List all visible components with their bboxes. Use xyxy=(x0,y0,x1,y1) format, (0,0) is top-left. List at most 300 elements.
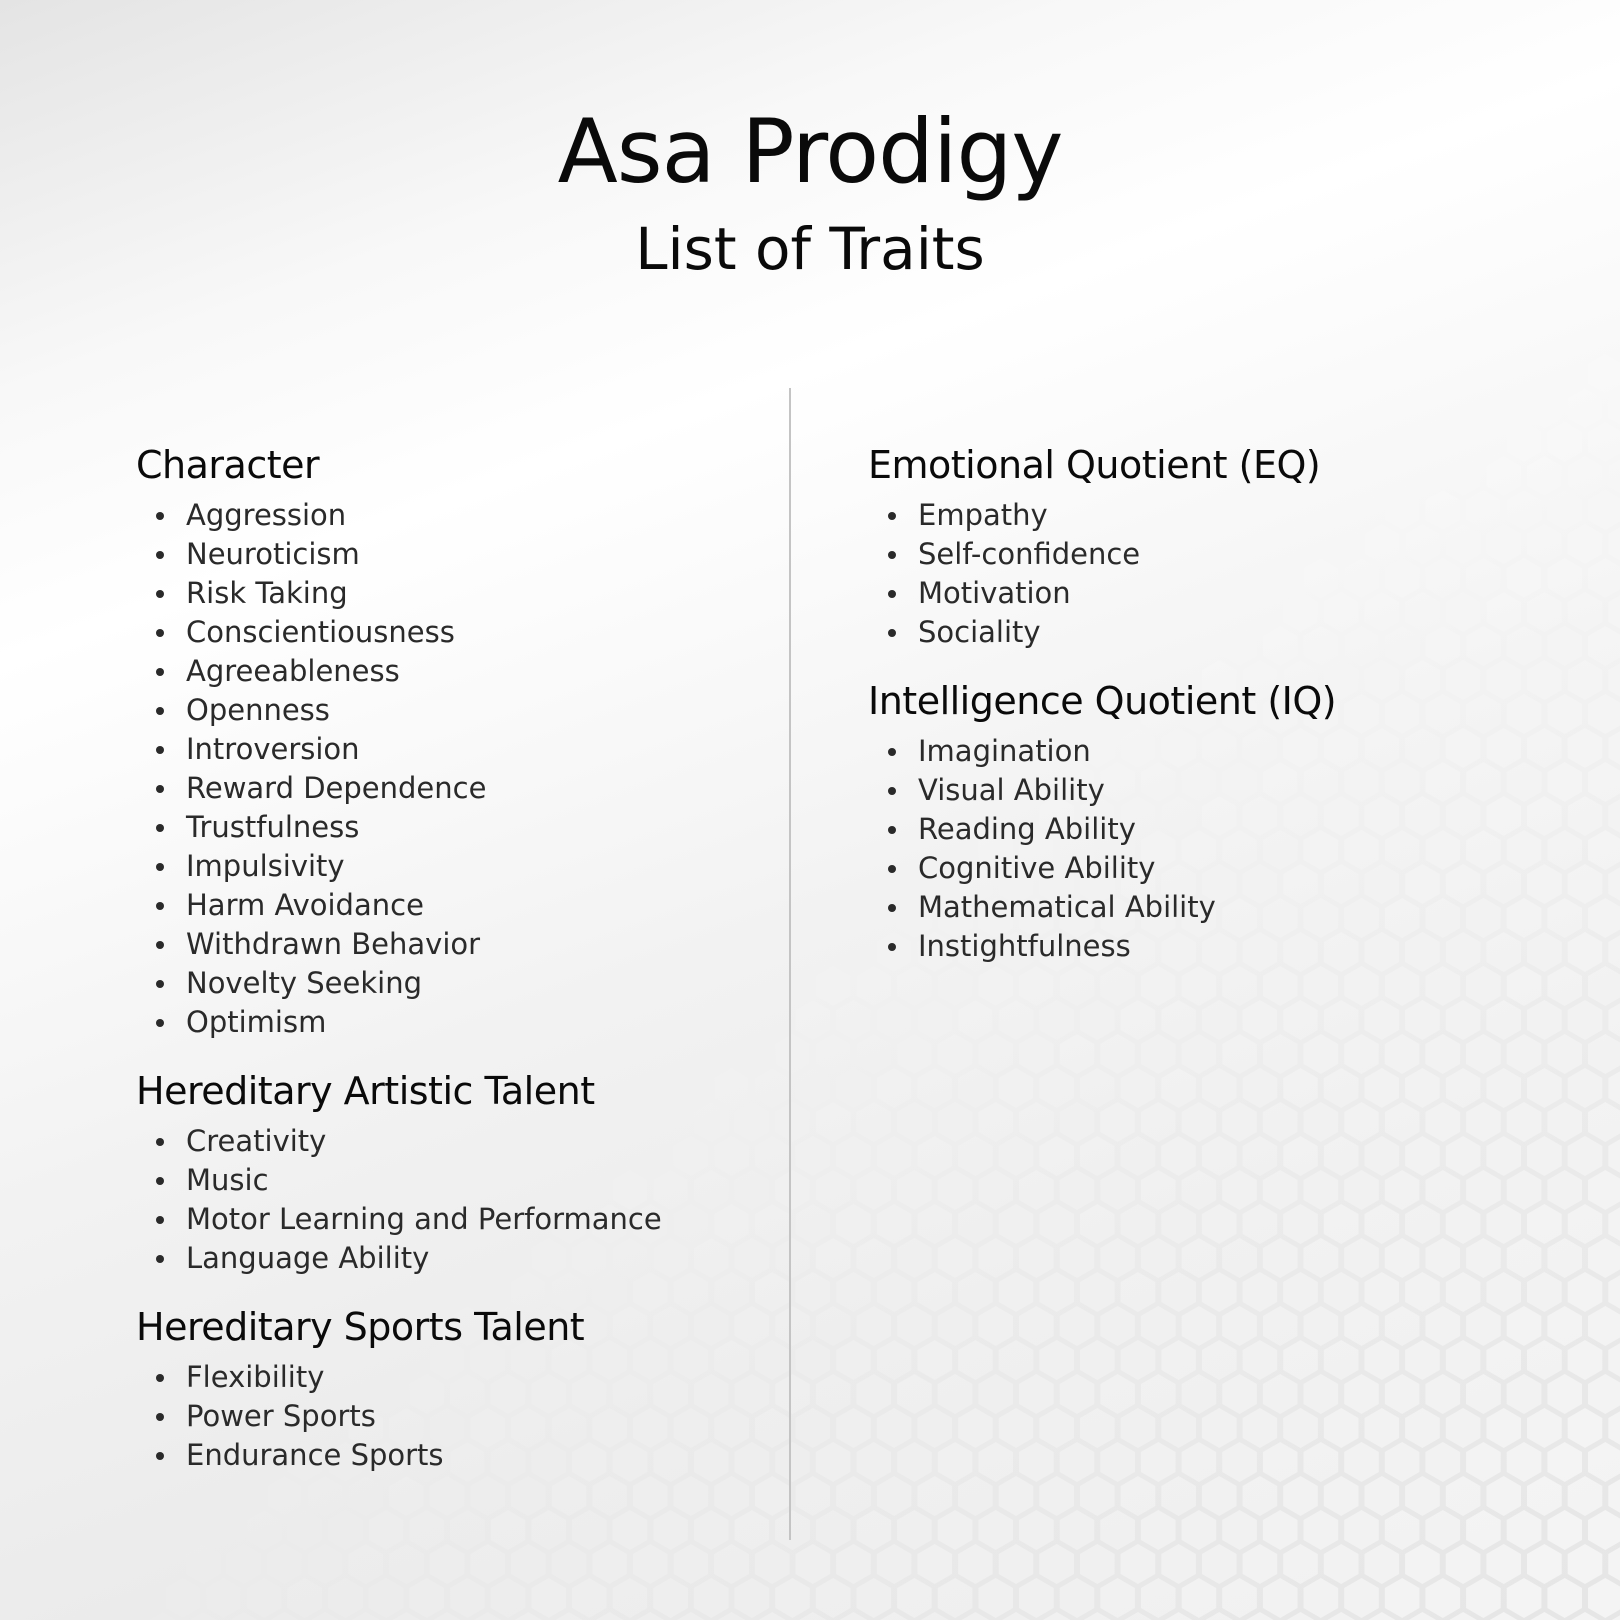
hexagon-shape xyxy=(1060,1238,1095,1278)
hexagon-shape xyxy=(999,1272,1034,1312)
bullet-icon xyxy=(156,1255,164,1263)
hexagon-shape xyxy=(938,1442,973,1482)
hexagon-shape xyxy=(1425,1442,1460,1482)
hexagon-shape xyxy=(857,1170,892,1210)
hexagon-shape xyxy=(1161,1272,1196,1312)
hexagon-shape xyxy=(978,1442,1013,1482)
hexagon-shape xyxy=(938,1102,973,1142)
hexagon-shape xyxy=(1039,1476,1074,1516)
hexagon-shape xyxy=(1547,1238,1582,1278)
hexagon-shape xyxy=(836,1136,871,1176)
hexagon-shape xyxy=(1263,1238,1298,1278)
hexagon-shape xyxy=(1608,932,1620,972)
hexagon-shape xyxy=(1039,1068,1074,1108)
hexagon-shape xyxy=(1547,1306,1582,1346)
hexagon-shape xyxy=(1304,354,1339,394)
column-divider xyxy=(789,388,791,1540)
hexagon-shape xyxy=(978,1170,1013,1210)
hexagon-shape xyxy=(1243,388,1278,428)
hexagon-shape xyxy=(1466,1306,1501,1346)
hexagon-shape xyxy=(816,1102,851,1142)
trait-label: Imagination xyxy=(918,734,1091,768)
hexagon-shape xyxy=(125,1510,160,1550)
hexagon-shape xyxy=(958,1000,993,1040)
hexagon-shape xyxy=(1100,1578,1135,1618)
hexagon-shape xyxy=(1121,1136,1156,1176)
hexagon-shape xyxy=(653,1510,688,1550)
hexagon-shape xyxy=(1324,320,1359,360)
hexagon-shape xyxy=(125,1578,160,1618)
hexagon-shape xyxy=(1608,660,1620,700)
list-item xyxy=(136,847,776,886)
trait-label: Harm Avoidance xyxy=(186,888,424,922)
hexagon-shape xyxy=(1222,1102,1257,1142)
section-title: Character xyxy=(136,443,320,487)
hexagon-shape xyxy=(1527,320,1562,360)
bullet-icon xyxy=(156,512,164,520)
hexagon-shape xyxy=(1568,1000,1603,1040)
hexagon-shape xyxy=(1141,1442,1176,1482)
hexagon-shape xyxy=(775,1374,810,1414)
hexagon-shape xyxy=(1019,1442,1054,1482)
hexagon-shape xyxy=(917,1136,952,1176)
bullet-icon xyxy=(156,668,164,676)
hexagon-shape xyxy=(1486,1544,1521,1584)
list-item xyxy=(136,496,776,535)
hexagon-shape xyxy=(1100,1510,1135,1550)
list-item xyxy=(136,1436,776,1475)
hexagon-shape xyxy=(1425,1510,1460,1550)
hexagon-shape xyxy=(1568,1204,1603,1244)
hexagon-shape xyxy=(1324,1408,1359,1448)
bullet-icon xyxy=(156,1216,164,1224)
hexagon-shape xyxy=(1608,524,1620,564)
hexagon-shape xyxy=(1283,1272,1318,1312)
hexagon-shape xyxy=(1486,1340,1521,1380)
trait-label: Endurance Sports xyxy=(186,1438,444,1472)
hexagon-shape xyxy=(1141,1102,1176,1142)
hexagon-shape xyxy=(1608,796,1620,836)
hexagon-shape xyxy=(1263,1306,1298,1346)
hexagon-shape xyxy=(1466,1238,1501,1278)
hexagon-shape xyxy=(531,1510,566,1550)
hexagon-shape xyxy=(1466,1102,1501,1142)
hexagon-shape xyxy=(166,1578,201,1618)
hexagon-shape xyxy=(1527,1272,1562,1312)
hexagon-shape xyxy=(1019,1170,1054,1210)
hexagon-shape xyxy=(1263,1374,1298,1414)
hexagon-shape xyxy=(1182,1238,1217,1278)
hexagon-shape xyxy=(1202,1476,1237,1516)
bullet-icon xyxy=(156,590,164,598)
hexagon-shape xyxy=(1608,48,1620,88)
hexagon-shape xyxy=(1568,932,1603,972)
list-item xyxy=(136,652,776,691)
hexagon-shape xyxy=(1141,1374,1176,1414)
hexagon-shape xyxy=(1507,354,1542,394)
hexagon-shape xyxy=(1243,1476,1278,1516)
hexagon-shape xyxy=(796,1408,831,1448)
hexagon-shape xyxy=(1121,1272,1156,1312)
hexagon-shape xyxy=(1425,1374,1460,1414)
hexagon-shape xyxy=(206,1510,241,1550)
hexagon-shape xyxy=(145,1544,180,1584)
hexagon-shape xyxy=(1568,1408,1603,1448)
hexagon-shape xyxy=(1466,1510,1501,1550)
hexagon-shape xyxy=(409,1578,444,1618)
hexagon-shape xyxy=(1060,1102,1095,1142)
hexagon-shape xyxy=(491,1510,526,1550)
hexagon-shape xyxy=(1486,388,1521,428)
hexagon-shape xyxy=(1608,1476,1620,1516)
hexagon-shape xyxy=(1588,558,1620,598)
trait-label: Power Sports xyxy=(186,1399,376,1433)
hexagon-shape xyxy=(1486,1408,1521,1448)
hexagon-shape xyxy=(836,1408,871,1448)
hexagon-shape xyxy=(1385,1442,1420,1482)
hexagon-shape xyxy=(511,1544,546,1584)
hexagon-shape xyxy=(1365,1544,1400,1584)
hexagon-shape xyxy=(1121,1000,1156,1040)
hexagon-shape xyxy=(836,1068,871,1108)
bullet-icon xyxy=(888,904,896,912)
hexagon-shape xyxy=(1405,1476,1440,1516)
hexagon-shape xyxy=(1263,1578,1298,1618)
hexagon-shape xyxy=(816,1578,851,1618)
hexagon-shape xyxy=(1446,320,1481,360)
hexagon-shape xyxy=(938,1374,973,1414)
hexagon-shape xyxy=(938,1578,973,1618)
section-title: Hereditary Artistic Talent xyxy=(136,1069,595,1113)
bullet-icon xyxy=(888,748,896,756)
hexagon-shape xyxy=(1588,1510,1620,1550)
hexagon-shape xyxy=(877,1408,912,1448)
hexagon-shape xyxy=(897,1442,932,1482)
hexagon-shape xyxy=(430,1544,465,1584)
hexagon-shape xyxy=(897,1578,932,1618)
hexagon-shape xyxy=(1385,1374,1420,1414)
hexagon-shape xyxy=(897,1102,932,1142)
hexagon-shape xyxy=(1588,966,1620,1006)
hexagon-shape xyxy=(1425,1034,1460,1074)
hexagon-shape xyxy=(877,1000,912,1040)
hexagon-shape xyxy=(775,966,810,1006)
hexagon-shape xyxy=(1507,1170,1542,1210)
hexagon-shape xyxy=(1365,388,1400,428)
hexagon-shape xyxy=(836,1272,871,1312)
hexagon-shape xyxy=(1608,1000,1620,1040)
bullet-icon xyxy=(888,512,896,520)
bullet-icon xyxy=(156,785,164,793)
hexagon-shape xyxy=(978,1306,1013,1346)
hexagon-shape xyxy=(267,1544,302,1584)
hexagon-shape xyxy=(1568,796,1603,836)
trait-label: Agreeableness xyxy=(186,654,400,688)
hexagon-shape xyxy=(1161,1408,1196,1448)
hexagon-shape xyxy=(897,1238,932,1278)
page-header xyxy=(0,100,1620,283)
hexagon-shape xyxy=(1141,1510,1176,1550)
hexagon-shape xyxy=(1568,1136,1603,1176)
hexagon-shape xyxy=(1080,1068,1115,1108)
hexagon-shape xyxy=(1080,1340,1115,1380)
bullet-icon xyxy=(156,629,164,637)
hexagon-shape xyxy=(1283,1136,1318,1176)
hexagon-shape xyxy=(978,1238,1013,1278)
list-item xyxy=(136,808,776,847)
hexagon-shape xyxy=(288,1510,323,1550)
hexagon-shape xyxy=(938,1510,973,1550)
list-item xyxy=(136,769,776,808)
hexagon-shape xyxy=(1304,1238,1339,1278)
hexagon-shape xyxy=(1283,1408,1318,1448)
hexagon-shape xyxy=(1365,1340,1400,1380)
hexagon-shape xyxy=(1588,898,1620,938)
list-item xyxy=(136,1122,776,1161)
hexagon-shape xyxy=(775,1306,810,1346)
hexagon-shape xyxy=(1486,1136,1521,1176)
trait-label: Cognitive Ability xyxy=(918,851,1156,885)
hexagon-shape xyxy=(1385,1034,1420,1074)
hexagon-shape xyxy=(572,1510,607,1550)
hexagon-shape xyxy=(1161,1340,1196,1380)
page-subtitle: List of Traits xyxy=(635,215,985,283)
hexagon-shape xyxy=(1243,1408,1278,1448)
trait-label: Empathy xyxy=(918,498,1048,532)
hexagon-shape xyxy=(1202,1136,1237,1176)
hexagon-shape xyxy=(816,1170,851,1210)
hexagon-shape xyxy=(186,1544,221,1584)
hexagon-shape xyxy=(1446,1544,1481,1584)
hexagon-shape xyxy=(1121,1544,1156,1584)
hexagon-shape xyxy=(1202,1068,1237,1108)
hexagon-shape xyxy=(348,1544,383,1584)
section-hereditary-artistic-talent xyxy=(136,1068,776,1278)
hexagon-shape xyxy=(1161,1068,1196,1108)
hexagon-shape xyxy=(796,1544,831,1584)
hexagon-shape xyxy=(1588,1238,1620,1278)
hexagon-shape xyxy=(1161,1544,1196,1584)
bullet-icon xyxy=(888,865,896,873)
hexagon-shape xyxy=(1100,1102,1135,1142)
hexagon-shape xyxy=(1182,1034,1217,1074)
bullet-icon xyxy=(156,824,164,832)
hexagon-shape xyxy=(1243,1136,1278,1176)
hexagon-shape xyxy=(1486,1476,1521,1516)
hexagon-shape xyxy=(796,864,831,904)
hexagon-shape xyxy=(1568,864,1603,904)
hexagon-shape xyxy=(369,1578,404,1618)
hexagon-shape xyxy=(1283,388,1318,428)
hexagon-shape xyxy=(328,1510,363,1550)
hexagon-shape xyxy=(1385,1510,1420,1550)
list-item xyxy=(136,691,776,730)
hexagon-shape xyxy=(1141,1034,1176,1074)
hexagon-shape xyxy=(1304,1306,1339,1346)
hexagon-shape xyxy=(1324,1340,1359,1380)
hexagon-shape xyxy=(1385,1238,1420,1278)
hexagon-shape xyxy=(1283,1476,1318,1516)
hexagon-shape xyxy=(1547,1170,1582,1210)
hexagon-shape xyxy=(674,1544,709,1584)
hexagon-shape xyxy=(857,1102,892,1142)
hexagon-shape xyxy=(1588,490,1620,530)
hexagon-shape xyxy=(1263,1170,1298,1210)
hexagon-shape xyxy=(796,1476,831,1516)
hexagon-shape xyxy=(816,966,851,1006)
hexagon-shape xyxy=(328,1578,363,1618)
hexagon-shape xyxy=(978,1510,1013,1550)
hexagon-shape xyxy=(1222,1578,1257,1618)
bullet-icon xyxy=(156,1413,164,1421)
hexagon-shape xyxy=(1568,388,1603,428)
hexagon-shape xyxy=(1019,1374,1054,1414)
hexagon-shape xyxy=(816,1306,851,1346)
hexagon-shape xyxy=(1344,1442,1379,1482)
trait-list xyxy=(868,732,1568,966)
trait-label: Withdrawn Behavior xyxy=(186,927,481,961)
trait-label: Reward Dependence xyxy=(186,771,487,805)
hexagon-shape xyxy=(1425,1578,1460,1618)
hexagon-shape xyxy=(958,1476,993,1516)
section-character xyxy=(136,442,776,1042)
hexagon-shape xyxy=(1608,592,1620,632)
list-item xyxy=(868,810,1568,849)
hexagon-shape xyxy=(1588,762,1620,802)
hexagon-shape xyxy=(1324,1476,1359,1516)
hexagon-shape xyxy=(1547,1034,1582,1074)
hexagon-shape xyxy=(1304,1578,1339,1618)
hexagon-shape xyxy=(166,1510,201,1550)
hexagon-shape xyxy=(1243,1000,1278,1040)
hexagon-shape xyxy=(1202,1000,1237,1040)
trait-label: Aggression xyxy=(186,498,347,532)
hexagon-shape xyxy=(857,1306,892,1346)
hexagon-shape xyxy=(1466,1034,1501,1074)
hexagon-shape xyxy=(1222,1170,1257,1210)
hexagon-shape xyxy=(1568,48,1603,88)
hexagon-shape xyxy=(1324,1204,1359,1244)
hexagon-shape xyxy=(1080,1272,1115,1312)
hexagon-shape xyxy=(1161,1136,1196,1176)
hexagon-shape xyxy=(1446,1340,1481,1380)
hexagon-shape xyxy=(1608,864,1620,904)
list-item xyxy=(136,730,776,769)
hexagon-shape xyxy=(1588,354,1620,394)
hexagon-shape xyxy=(1588,1442,1620,1482)
hexagon-shape xyxy=(1507,1102,1542,1142)
hexagon-shape xyxy=(1405,1408,1440,1448)
hexagon-shape xyxy=(1608,1204,1620,1244)
hexagon-shape xyxy=(877,1544,912,1584)
hexagon-shape xyxy=(1060,1374,1095,1414)
hexagon-shape xyxy=(592,1544,627,1584)
hexagon-shape xyxy=(227,1544,262,1584)
hexagon-shape xyxy=(1365,1000,1400,1040)
trait-label: Sociality xyxy=(918,615,1041,649)
hexagon-shape xyxy=(897,1510,932,1550)
hexagon-shape xyxy=(999,1544,1034,1584)
hexagon-shape xyxy=(1019,1034,1054,1074)
trait-list xyxy=(136,1122,776,1278)
hexagon-shape xyxy=(1243,1340,1278,1380)
hexagon-shape xyxy=(796,1000,831,1040)
hexagon-shape xyxy=(653,1578,688,1618)
hexagon-shape xyxy=(1141,1238,1176,1278)
hexagon-shape xyxy=(999,1408,1034,1448)
hexagon-shape xyxy=(1405,388,1440,428)
hexagon-shape xyxy=(552,1544,587,1584)
hexagon-shape xyxy=(1608,1340,1620,1380)
hexagon-shape xyxy=(877,1340,912,1380)
hexagon-shape xyxy=(1283,1068,1318,1108)
hexagon-shape xyxy=(877,1136,912,1176)
hexagon-shape xyxy=(1080,1544,1115,1584)
trait-label: Flexibility xyxy=(186,1360,325,1394)
hexagon-shape xyxy=(1283,1204,1318,1244)
list-item xyxy=(136,1200,776,1239)
hexagon-shape xyxy=(1405,1272,1440,1312)
hexagon-shape xyxy=(1039,1340,1074,1380)
section-title: Hereditary Sports Talent xyxy=(136,1305,585,1349)
trait-label: Conscientiousness xyxy=(186,615,455,649)
hexagon-shape xyxy=(816,898,851,938)
hexagon-shape xyxy=(877,1068,912,1108)
hexagon-shape xyxy=(1568,320,1603,360)
hexagon-shape xyxy=(1202,1204,1237,1244)
right-column xyxy=(868,442,1568,992)
list-item xyxy=(136,1358,776,1397)
hexagon-shape xyxy=(938,1238,973,1278)
hexagon-shape xyxy=(1405,1544,1440,1584)
hexagon-shape xyxy=(897,1034,932,1074)
hexagon-shape xyxy=(1547,354,1582,394)
hexagon-shape xyxy=(1080,1408,1115,1448)
hexagon-shape xyxy=(1019,1238,1054,1278)
hexagon-shape xyxy=(1568,660,1603,700)
hexagon-shape xyxy=(389,1544,424,1584)
hexagon-shape xyxy=(1466,354,1501,394)
hexagon-shape xyxy=(1039,1000,1074,1040)
hexagon-shape xyxy=(775,1442,810,1482)
hexagon-shape xyxy=(1060,1034,1095,1074)
hexagon-shape xyxy=(958,1272,993,1312)
hexagon-shape xyxy=(958,1408,993,1448)
hexagon-shape xyxy=(1304,1442,1339,1482)
trait-label: Creativity xyxy=(186,1124,327,1158)
list-item xyxy=(136,1397,776,1436)
hexagon-shape xyxy=(1080,1136,1115,1176)
bullet-icon xyxy=(156,707,164,715)
hexagon-shape xyxy=(836,796,871,836)
hexagon-shape xyxy=(1507,1306,1542,1346)
hexagon-shape xyxy=(1425,354,1460,394)
hexagon-shape xyxy=(1019,1510,1054,1550)
hexagon-shape xyxy=(1568,728,1603,768)
hexagon-shape xyxy=(247,1510,282,1550)
list-item xyxy=(868,849,1568,888)
trait-label: Novelty Seeking xyxy=(186,966,422,1000)
hexagon-shape xyxy=(1263,1510,1298,1550)
hexagon-shape xyxy=(796,1204,831,1244)
hexagon-shape xyxy=(1385,1102,1420,1142)
hexagon-shape xyxy=(1324,1544,1359,1584)
hexagon-shape xyxy=(1466,1442,1501,1482)
hexagon-shape xyxy=(1161,1204,1196,1244)
trait-label: Optimism xyxy=(186,1005,327,1039)
hexagon-shape xyxy=(1100,1306,1135,1346)
hexagon-shape xyxy=(1060,1510,1095,1550)
